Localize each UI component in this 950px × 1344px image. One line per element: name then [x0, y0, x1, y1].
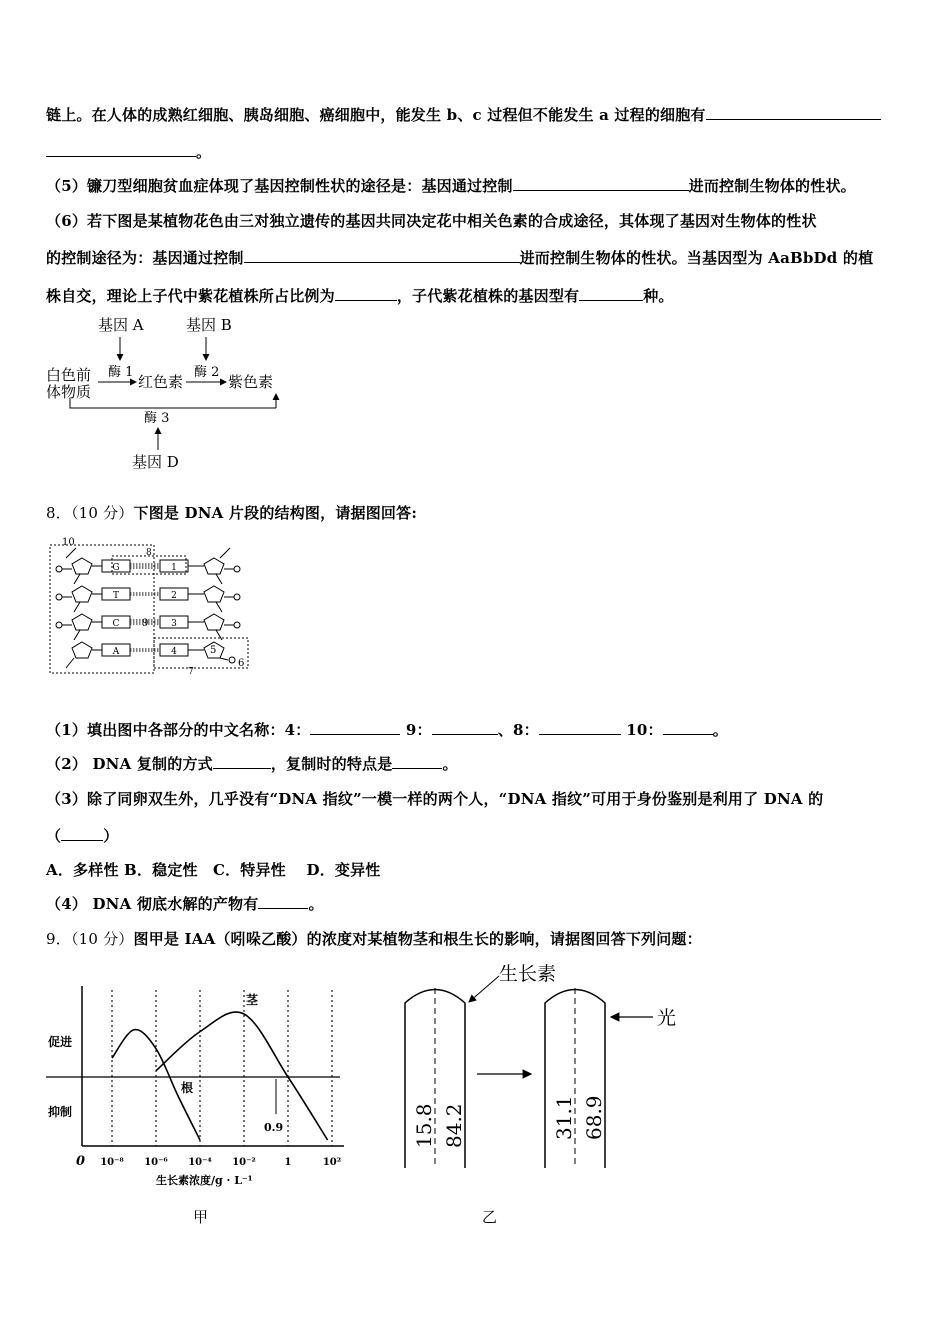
gene-d-label: 基因 D [132, 453, 179, 471]
right-base-2: 3 [171, 619, 177, 629]
q8-part4: （4） DNA 彻底水解的产物有 。 [46, 895, 324, 913]
gene-a-label: 基因 A [98, 316, 144, 334]
x-tick-label: 10⁻⁴ [188, 1157, 212, 1168]
q8-options: A．多样性 B．稳定性 C．特异性 D．变异性 [46, 861, 381, 879]
q9-heading: 9．（10 分）图甲是 IAA（吲哚乙酸）的浓度对某植物茎和根生长的影响，请据图回答下列问题： [46, 930, 702, 948]
q8-part3: （3）除了同卵双生外，几乎没有“DNA 指纹”一模一样的两个人，“DNA 指纹”可用于身份鉴别是利用了 DNA 的 [46, 790, 824, 808]
x-tick-label: 10² [322, 1157, 342, 1168]
answer-blank[interactable] [513, 178, 689, 191]
dna-structure-diagram [44, 536, 254, 676]
light-label: 光 [657, 1007, 677, 1029]
q8-part3-answer: （ ） [46, 827, 119, 845]
y-label-inhibit: 抑制 [48, 1105, 73, 1119]
x-tick-label: 1 [284, 1157, 292, 1168]
enzyme-1-label: 酶 1 [108, 365, 134, 380]
answer-blank[interactable] [244, 250, 520, 263]
label-6: 6 [238, 658, 245, 669]
y-label-promote: 促进 [48, 1035, 73, 1049]
gene-b-label: 基因 B [186, 316, 232, 334]
q7-part6-a: （6）若下图是某植物花色由三对独立遗传的基因共同决定花中相关色素的合成途径，其体现了基因对生物体的性状 [46, 212, 817, 230]
enzyme-3-label: 酶 3 [144, 411, 170, 426]
white-precursor-label-1: 白色前 [46, 366, 92, 384]
purple-pigment-label: 紫色素 [228, 373, 274, 391]
label-9: 9 [142, 618, 149, 629]
auxin-distribution-figure [395, 958, 695, 1173]
answer-blank[interactable] [706, 107, 881, 120]
answer-blank[interactable] [432, 722, 498, 735]
q8-part2: （2） DNA 复制的方式 ，复制时的特点是 。 [46, 755, 458, 773]
answer-blank[interactable] [579, 288, 643, 301]
label-7: 7 [188, 667, 194, 676]
answer-blank[interactable] [335, 288, 397, 301]
label-5: 5 [210, 645, 217, 656]
answer-blank[interactable] [663, 722, 713, 735]
x-tick-label: 10⁻⁸ [100, 1157, 124, 1168]
left-base-3: A [112, 647, 120, 657]
left-base-2: C [112, 619, 120, 629]
answer-blank[interactable] [258, 896, 308, 909]
left-value-2: 84.2 [442, 1103, 466, 1148]
answer-blank[interactable] [392, 756, 442, 769]
label-10: 10 [62, 537, 75, 548]
series-label-root: 根 [181, 1081, 194, 1095]
q8-part1: （1）填出图中各部分的中文名称：4： 9： 、8： 10： 。 [46, 721, 728, 739]
q7-part6-b: 的控制途径为：基因通过控制 进而控制生物体的性状。当基因型为 AaBbDd 的植 [46, 249, 874, 267]
answer-blank[interactable] [310, 722, 400, 735]
white-precursor-label-2: 体物质 [46, 383, 92, 401]
right-value-1: 31.1 [552, 1095, 576, 1140]
q7-line1: 链上。在人体的成熟红细胞、胰岛细胞、癌细胞中，能发生 b、c 过程但不能发生 a 过程的细胞有 [46, 104, 881, 125]
origin-label: 0 [76, 1154, 86, 1169]
right-value-2: 68.9 [582, 1095, 606, 1140]
stem-curve [156, 1012, 328, 1140]
q7-line2: 。 [46, 141, 211, 162]
caption-b: 乙 [482, 1208, 498, 1226]
x-tick-label: 10⁻⁶ [144, 1157, 168, 1168]
left-base-1: T [112, 591, 120, 601]
left-base-labels [112, 563, 120, 657]
caption-a: 甲 [193, 1208, 209, 1226]
q8-heading: 8．（10 分）下图是 DNA 片段的结构图，请据图回答: [46, 504, 418, 522]
right-base-1: 2 [171, 591, 177, 601]
label-8: 8 [146, 548, 152, 558]
q7-part6-c: 株自交，理论上子代中紫花植株所占比例为 ，子代紫花植株的基因型有 种。 [46, 287, 674, 305]
left-base-0: G [112, 563, 120, 573]
series-label-stem: 茎 [246, 993, 259, 1007]
annotation-value: 0.9 [264, 1121, 284, 1134]
answer-blank[interactable] [213, 756, 271, 769]
answer-blank[interactable] [61, 828, 103, 841]
x-axis-label: 生长素浓度/g · L⁻¹ [156, 1174, 253, 1187]
auxin-label: 生长素 [499, 963, 557, 985]
answer-blank[interactable] [539, 722, 621, 735]
right-base-0: 1 [171, 563, 177, 573]
enzyme-2-label: 酶 2 [194, 365, 220, 380]
iaa-concentration-chart [44, 984, 354, 1194]
right-base-3: 4 [171, 647, 177, 657]
left-value-1: 15.8 [412, 1103, 436, 1148]
q7-part5: （5）镰刀型细胞贫血症体现了基因控制性状的途径是：基因通过控制 进而控制生物体的性状。 [46, 177, 856, 195]
pigment-pathway-diagram [40, 310, 300, 475]
answer-blank[interactable] [46, 144, 196, 157]
red-pigment-label: 红色素 [138, 373, 184, 391]
x-tick-label: 10⁻² [232, 1157, 256, 1168]
right-base-labels [171, 563, 177, 657]
